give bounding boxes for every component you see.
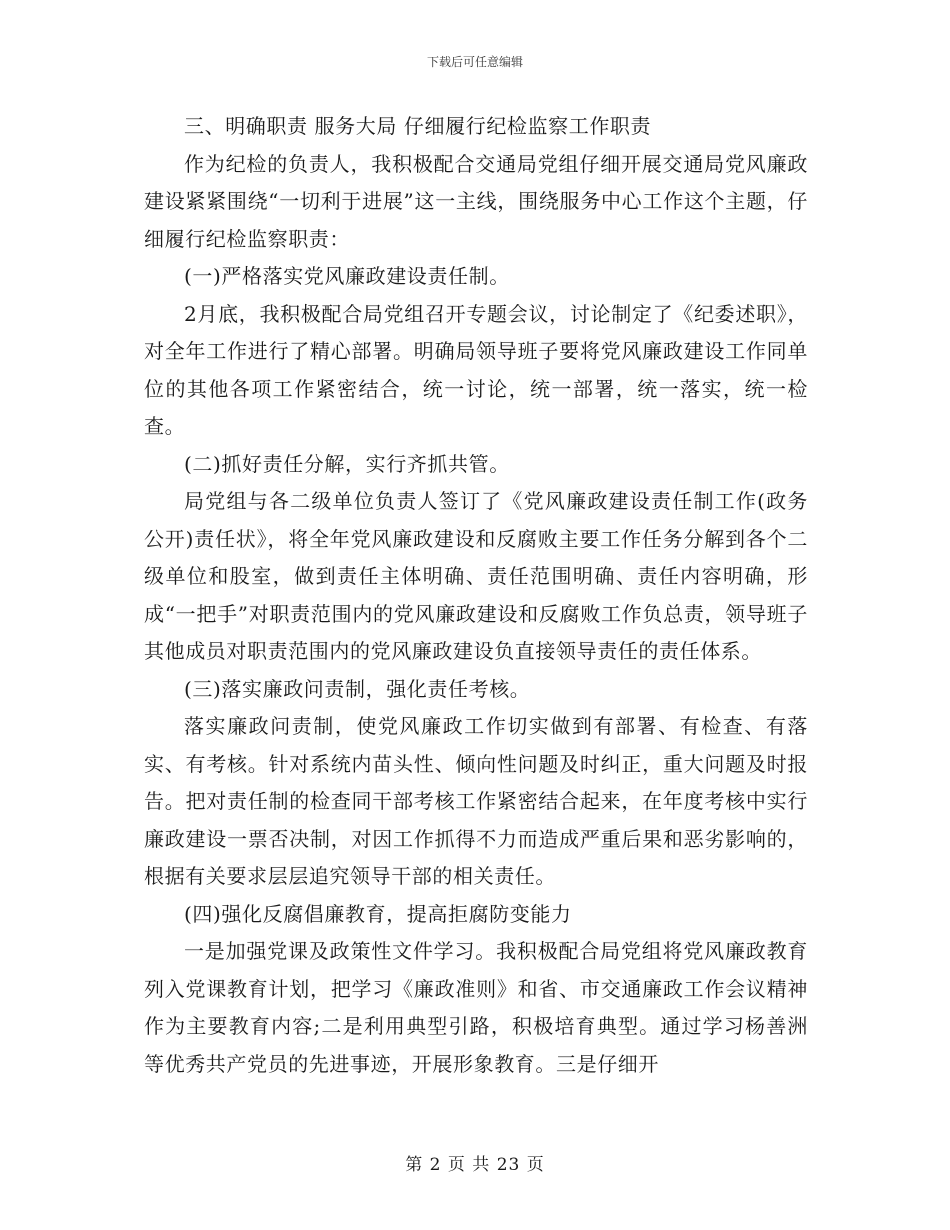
page-number: 第 2 页 共 23 页 xyxy=(405,1155,545,1175)
subsection-heading: (三)落实廉政问责制，强化责任考核。 xyxy=(184,676,531,701)
paragraph: 2月底，我积极配合局党组召开专题会议，讨论制定了《纪委述职》，对全年工作进行了精心部署。明确局领导班子要将党风廉政建设工作同单位的其他各项工作紧密结合，统一讨论，统一部署，统一落实，统一检查。 xyxy=(144,301,808,438)
document-body xyxy=(144,108,808,1083)
subsection-heading: (二)抓好责任分解，实行齐抓共管。 xyxy=(184,451,510,476)
subsection-heading: (一)严格落实党风廉政建设责任制。 xyxy=(184,264,510,288)
paragraph: 一是加强党课及政策性文件学习。我积极配合局党组将党风廉政教育列入党课教育计划，把学习《廉政准则》和省、市交通廉政工作会议精神作为主要教育内容;二是利用典型引路，积极培育典型。通过学习杨善洲等优秀共产党员的先进事迹，开展形象教育。三是仔细开 xyxy=(144,939,808,1076)
subsection-heading: (四)强化反腐倡廉教育，提高拒腐防变能力 xyxy=(184,901,572,926)
section-heading: 三、明确职责 服务大局 仔细履行纪检监察工作职责 xyxy=(184,114,652,138)
paragraph: 落实廉政问责制，使党风廉政工作切实做到有部署、有检查、有落实、有考核。针对系统内苗头性、倾向性问题及时纠正，重大问题及时报告。把对责任制的检查同干部考核工作紧密结合起来，在年度考核中实行廉政建设一票否决制，对因工作抓得不力而造成严重后果和恶劣影响的，根据有关要求层层追究领导干部的相关责任。 xyxy=(144,714,808,888)
header-note: 下载后可任意编辑 xyxy=(426,55,523,69)
paragraph: 局党组与各二级单位负责人签订了《党风廉政建设责任制工作(政务公开)责任状》，将全年党风廉政建设和反腐败主要工作任务分解到各个二级单位和股室，做到责任主体明确、责任范围明确、责任内容明确，形成“一把手”对职责范围内的党风廉政建设和反腐败工作负总责，领导班子其他成员对职责范围内的党风廉政建设负直接领导责任的责任体系。 xyxy=(144,489,808,663)
paragraph: 作为纪检的负责人，我积极配合交通局党组仔细开展交通局党风廉政建设紧紧围绕“一切利于进展”这一主线，围绕服务中心工作这个主题，仔细履行纪检监察职责： xyxy=(144,151,808,251)
